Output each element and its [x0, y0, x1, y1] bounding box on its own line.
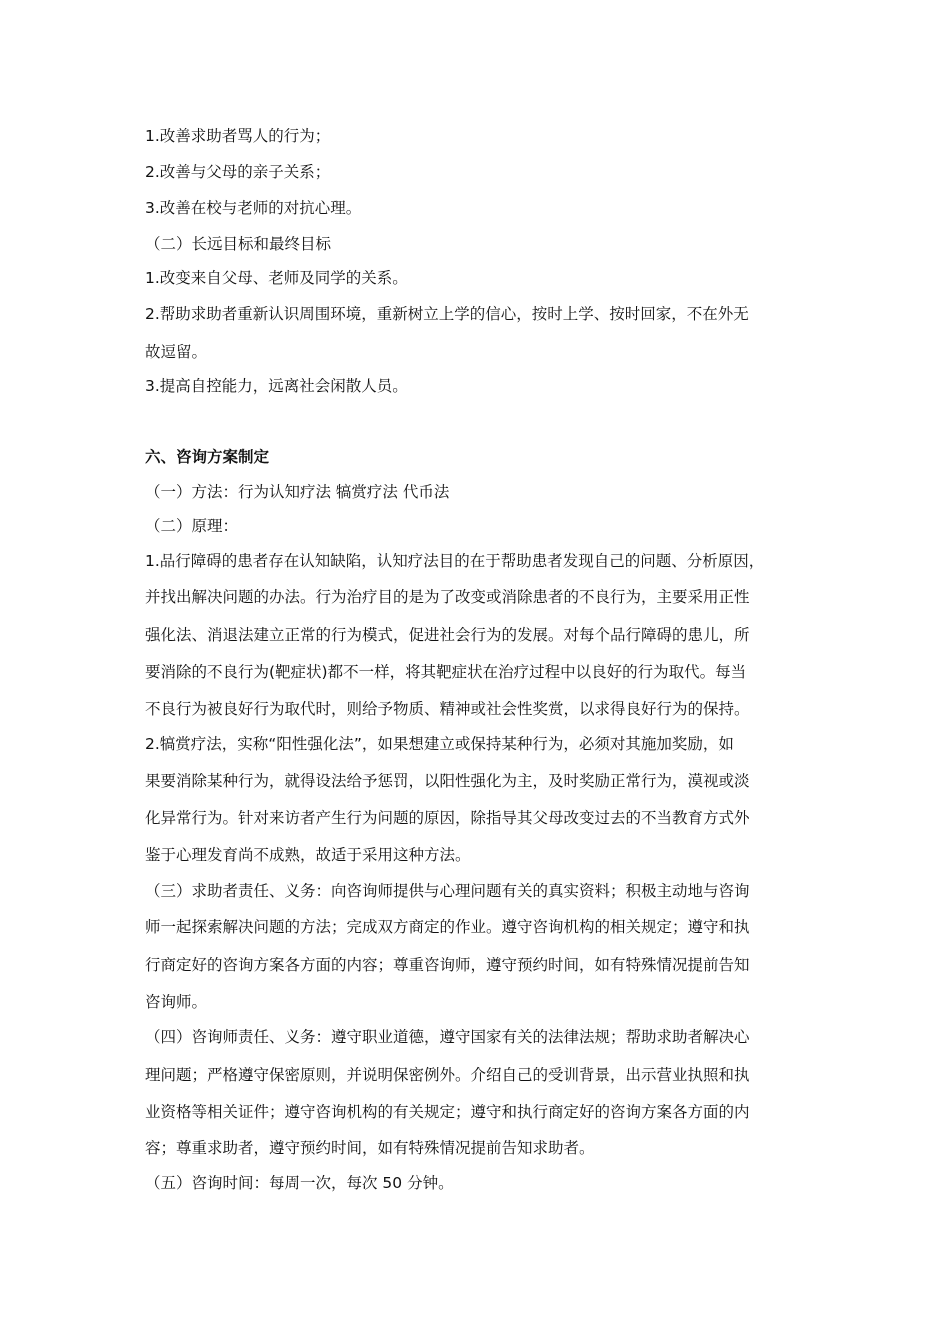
long-term-goal-heading: （二）长远目标和最终目标 — [145, 235, 332, 253]
principle-heading: （二）原理： — [145, 517, 239, 535]
session-time-line: （五）咨询时间：每周一次，每次 50 分钟。 — [145, 1174, 454, 1192]
client-duty-line-4: 咨询师。 — [145, 993, 208, 1011]
counselor-duty-line-2: 理问题；严格遵守保密原则，并说明保密例外。介绍自己的受训背景，出示营业执照和执 — [145, 1066, 750, 1084]
goal-line-3: 3.改善在校与老师的对抗心理。 — [145, 199, 362, 217]
principle-2-line-2: 果要消除某种行为，就得设法给予惩罚，以阳性强化为主，及时奖励正常行为，漠视或淡 — [145, 772, 750, 790]
principle-1-line-4: 要消除的不良行为(靶症状)都不一样，将其靶症状在治疗过程中以良好的行为取代。每当 — [145, 663, 747, 681]
client-duty-line-1: （三）求助者责任、义务：向咨询师提供与心理问题有关的真实资料；积极主动地与咨询 — [145, 882, 750, 900]
principle-2-line-3: 化异常行为。针对来访者产生行为问题的原因，除指导其父母改变过去的不当教育方式外 — [145, 809, 750, 827]
client-duty-line-3: 行商定好的咨询方案各方面的内容；尊重咨询师，遵守预约时间，如有特殊情况提前告知 — [145, 956, 750, 974]
client-duty-line-2: 师一起探索解决问题的方法；完成双方商定的作业。遵守咨询机构的相关规定；遵守和执 — [145, 918, 750, 936]
principle-2-line-1: 2.犒赏疗法，实称“阳性强化法”，如果想建立或保持某种行为，必须对其施加奖励，如 — [145, 735, 734, 753]
principle-1-line-2: 并找出解决问题的办法。行为治疗目的是为了改变或消除患者的不良行为，主要采用正性 — [145, 588, 750, 606]
principle-1-line-1: 1.品行障碍的患者存在认知缺陷，认知疗法目的在于帮助患者发现自己的问题、分析原因， — [145, 552, 765, 570]
goal-line-1: 1.改善求助者骂人的行为； — [145, 127, 331, 145]
principle-2-line-4: 鉴于心理发育尚不成熟，故适于采用这种方法。 — [145, 846, 471, 864]
section-heading: 六、咨询方案制定 — [145, 448, 270, 466]
counselor-duty-line-1: （四）咨询师责任、义务：遵守职业道德，遵守国家有关的法律法规；帮助求助者解决心 — [145, 1028, 750, 1046]
method-line: （一）方法：行为认知疗法 犒赏疗法 代币法 — [145, 483, 450, 501]
principle-1-line-5: 不良行为被良好行为取代时，则给予物质、精神或社会性奖赏，以求得良好行为的保持。 — [145, 700, 750, 718]
goal-line-2: 2.改善与父母的亲子关系； — [145, 163, 331, 181]
long-term-goal-2-cont: 故逗留。 — [145, 343, 208, 361]
principle-1-line-3: 强化法、消退法建立正常的行为模式，促进社会行为的发展。对每个品行障碍的患儿，所 — [145, 626, 750, 644]
counselor-duty-line-3: 业资格等相关证件；遵守咨询机构的有关规定；遵守和执行商定好的咨询方案各方面的内 — [145, 1103, 750, 1121]
counselor-duty-line-4: 容；尊重求助者，遵守预约时间，如有特殊情况提前告知求助者。 — [145, 1139, 595, 1157]
long-term-goal-2: 2.帮助求助者重新认识周围环境，重新树立上学的信心，按时上学、按时回家，不在外无 — [145, 305, 749, 323]
long-term-goal-3: 3.提高自控能力，远离社会闲散人员。 — [145, 377, 408, 395]
long-term-goal-1: 1.改变来自父母、老师及同学的关系。 — [145, 269, 408, 287]
